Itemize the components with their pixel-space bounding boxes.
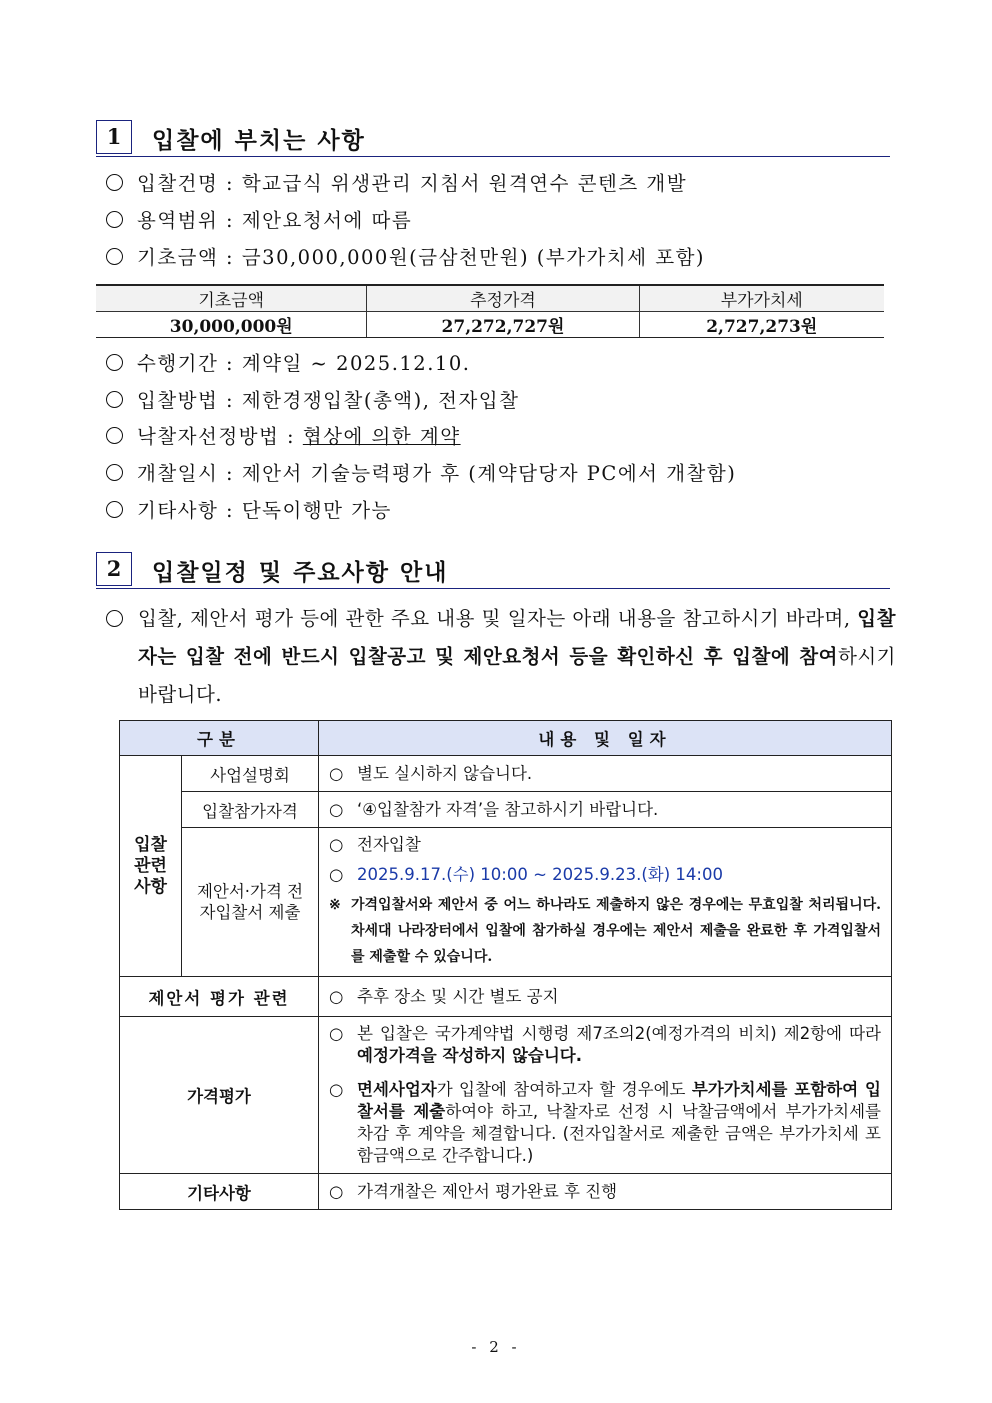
circle-bullet-icon bbox=[106, 174, 123, 191]
table-row bbox=[120, 792, 892, 828]
circle-bullet-icon: ○ bbox=[329, 763, 344, 783]
method-item bbox=[106, 385, 520, 413]
base-amount-item bbox=[106, 242, 705, 270]
item-label: 기초금액 bbox=[137, 246, 219, 269]
price-table-value-row bbox=[96, 312, 884, 338]
section-2-number: 2 bbox=[96, 552, 132, 586]
circle-bullet-icon bbox=[106, 610, 123, 627]
separator: : bbox=[218, 246, 242, 269]
scope-item bbox=[106, 205, 412, 233]
table-row bbox=[120, 977, 892, 1017]
circle-bullet-icon: ○ bbox=[329, 1080, 344, 1099]
item-label: 입찰방법 bbox=[137, 389, 219, 412]
table-row bbox=[120, 1174, 892, 1210]
submission-note: 가격입찰서와 제안서 중 어느 하나라도 제출하지 않은 경우에는 무효입찰 처리됩니다. 차세대 나라장터에서 입찰에 참가하실 경우에는 제안서 제출을 완료한 후 가격입찰서를 제출할 수 있습니다. bbox=[351, 897, 881, 965]
price-header-estimated: 추정가격 bbox=[367, 285, 639, 312]
item-value: 협상에 의한 계약 bbox=[302, 425, 461, 448]
price-eval-p2-bold-2: 부가가치세를 포함하여 입찰서를 제출 bbox=[357, 1080, 881, 1121]
briefing-text: 별도 실시하지 않습니다. bbox=[357, 763, 533, 783]
qualification-text: ‘④입찰참가 자격’을 참고하시기 바랍니다. bbox=[357, 799, 659, 819]
submission-content bbox=[319, 828, 892, 977]
separator: : bbox=[218, 209, 242, 232]
circle-bullet-icon: ○ bbox=[329, 1024, 344, 1043]
price-eval-p2-plain-2: 하여야 하고, 낙찰자로 선정 시 낙찰금액에서 부가가치세를 차감 후 계약을 체결합니다. (전자입찰서로 제출한 금액은 부가가치세 포함금액으로 간주합니다.) bbox=[357, 1102, 881, 1165]
para-plain-1: 입찰, 제안서 평가 등에 관한 주요 내용 및 일자는 아래 내용을 참고하시기 바라며, bbox=[138, 607, 851, 630]
submission-line-1: 전자입찰 bbox=[357, 835, 421, 854]
item-value: 제안요청서에 따름 bbox=[241, 209, 413, 232]
price-eval-p2-bold-1: 면세사업자 bbox=[357, 1080, 437, 1099]
price-value-base: 30,000,000원 bbox=[96, 312, 367, 338]
period-item bbox=[106, 348, 470, 376]
submission-label: 제안서·가격 전자입찰서 제출 bbox=[182, 828, 319, 977]
evaluation-label: 제안서 평가 관련 bbox=[120, 977, 319, 1017]
opening-item bbox=[106, 458, 736, 486]
etc-label: 기타사항 bbox=[120, 1174, 319, 1210]
item-value: 단독이행만 가능 bbox=[241, 499, 392, 522]
circle-bullet-icon: ○ bbox=[329, 1181, 344, 1201]
separator: : bbox=[218, 389, 242, 412]
table-row bbox=[120, 756, 892, 792]
price-table bbox=[96, 284, 884, 338]
etc-content bbox=[319, 1174, 892, 1210]
circle-bullet-icon: ○ bbox=[329, 799, 344, 819]
evaluation-content bbox=[319, 977, 892, 1017]
price-eval-content bbox=[319, 1017, 892, 1174]
circle-bullet-icon bbox=[106, 427, 123, 444]
etc-text: 가격개찰은 제안서 평가완료 후 진행 bbox=[357, 1181, 618, 1201]
reference-mark-icon: ※ bbox=[329, 897, 341, 913]
section-2-header bbox=[96, 552, 890, 589]
qualification-content bbox=[319, 792, 892, 828]
item-value: 계약일 ~ 2025.12.10. bbox=[241, 352, 471, 375]
price-header-vat: 부가가치세 bbox=[639, 285, 884, 312]
page-number: - 2 - bbox=[471, 1338, 521, 1356]
evaluation-text: 추후 장소 및 시간 별도 공지 bbox=[357, 986, 559, 1006]
item-value: 학교급식 위생관리 지침서 원격연수 콘텐츠 개발 bbox=[241, 172, 688, 195]
table-row bbox=[120, 1017, 892, 1174]
schedule-table bbox=[119, 720, 892, 1210]
circle-bullet-icon bbox=[106, 501, 123, 518]
qualification-label: 입찰참가자격 bbox=[182, 792, 319, 828]
section-1-header bbox=[96, 120, 890, 157]
separator: : bbox=[218, 499, 242, 522]
bid-name-item bbox=[106, 168, 687, 196]
schedule-header-row bbox=[120, 721, 892, 756]
circle-bullet-icon: ○ bbox=[329, 986, 344, 1006]
etc-item bbox=[106, 495, 392, 523]
separator: : bbox=[218, 172, 242, 195]
price-eval-label: 가격평가 bbox=[120, 1017, 319, 1174]
schedule-header-category: 구분 bbox=[120, 721, 319, 756]
item-value: 제한경쟁입찰(총액), 전자입찰 bbox=[241, 389, 520, 412]
circle-bullet-icon: ○ bbox=[329, 835, 344, 854]
separator: : bbox=[279, 425, 303, 448]
item-value: 금30,000,000원(금삼천만원) (부가가치세 포함) bbox=[241, 246, 706, 269]
group-label-bid: 입찰 관련 사항 bbox=[120, 756, 182, 977]
price-eval-p2-plain-1: 가 입찰에 참여하고자 할 경우에도 bbox=[436, 1080, 692, 1099]
briefing-label: 사업설명회 bbox=[182, 756, 319, 792]
item-label: 입찰건명 bbox=[137, 172, 219, 195]
circle-bullet-icon bbox=[106, 211, 123, 228]
briefing-content bbox=[319, 756, 892, 792]
circle-bullet-icon bbox=[106, 248, 123, 265]
para-plain-2: 하시기 바랍니다. bbox=[138, 645, 896, 706]
table-row bbox=[120, 828, 892, 977]
separator: : bbox=[218, 462, 242, 485]
circle-bullet-icon bbox=[106, 464, 123, 481]
selection-item bbox=[106, 421, 461, 449]
para-bold: 입찰자는 입찰 전에 반드시 입찰공고 및 제안요청서 등을 확인하신 후 입찰에 참여 bbox=[138, 607, 896, 668]
circle-bullet-icon: ○ bbox=[329, 865, 344, 884]
circle-bullet-icon bbox=[106, 354, 123, 371]
item-value: 제안서 기술능력평가 후 (계약담당자 PC에서 개찰함) bbox=[241, 462, 737, 485]
submission-period: 2025.9.17.(수) 10:00 ~ 2025.9.23.(화) 14:00 bbox=[357, 865, 723, 884]
separator: : bbox=[218, 352, 242, 375]
circle-bullet-icon bbox=[106, 391, 123, 408]
item-label: 개찰일시 bbox=[137, 462, 219, 485]
item-label: 기타사항 bbox=[137, 499, 219, 522]
item-label: 수행기간 bbox=[137, 352, 219, 375]
item-label: 낙찰자선정방법 bbox=[137, 425, 280, 448]
price-eval-p1-bold: 예정가격을 작성하지 않습니다. bbox=[357, 1046, 582, 1065]
section-1-title: 입찰에 부치는 사항 bbox=[152, 127, 366, 154]
schedule-header-content: 내용 및 일자 bbox=[319, 721, 892, 756]
price-value-vat: 2,727,273원 bbox=[639, 312, 884, 338]
price-value-estimated: 27,272,727원 bbox=[367, 312, 639, 338]
price-header-base: 기초금액 bbox=[96, 285, 367, 312]
price-eval-p1: 본 입찰은 국가계약법 시행령 제7조의2(예정가격의 비치) 제2항에 따라 bbox=[357, 1024, 881, 1043]
section-1-number: 1 bbox=[96, 120, 132, 154]
price-table-header-row bbox=[96, 285, 884, 312]
paragraph-text bbox=[138, 600, 896, 714]
section-2-title: 입찰일정 및 주요사항 안내 bbox=[152, 559, 449, 586]
item-label: 용역범위 bbox=[137, 209, 219, 232]
